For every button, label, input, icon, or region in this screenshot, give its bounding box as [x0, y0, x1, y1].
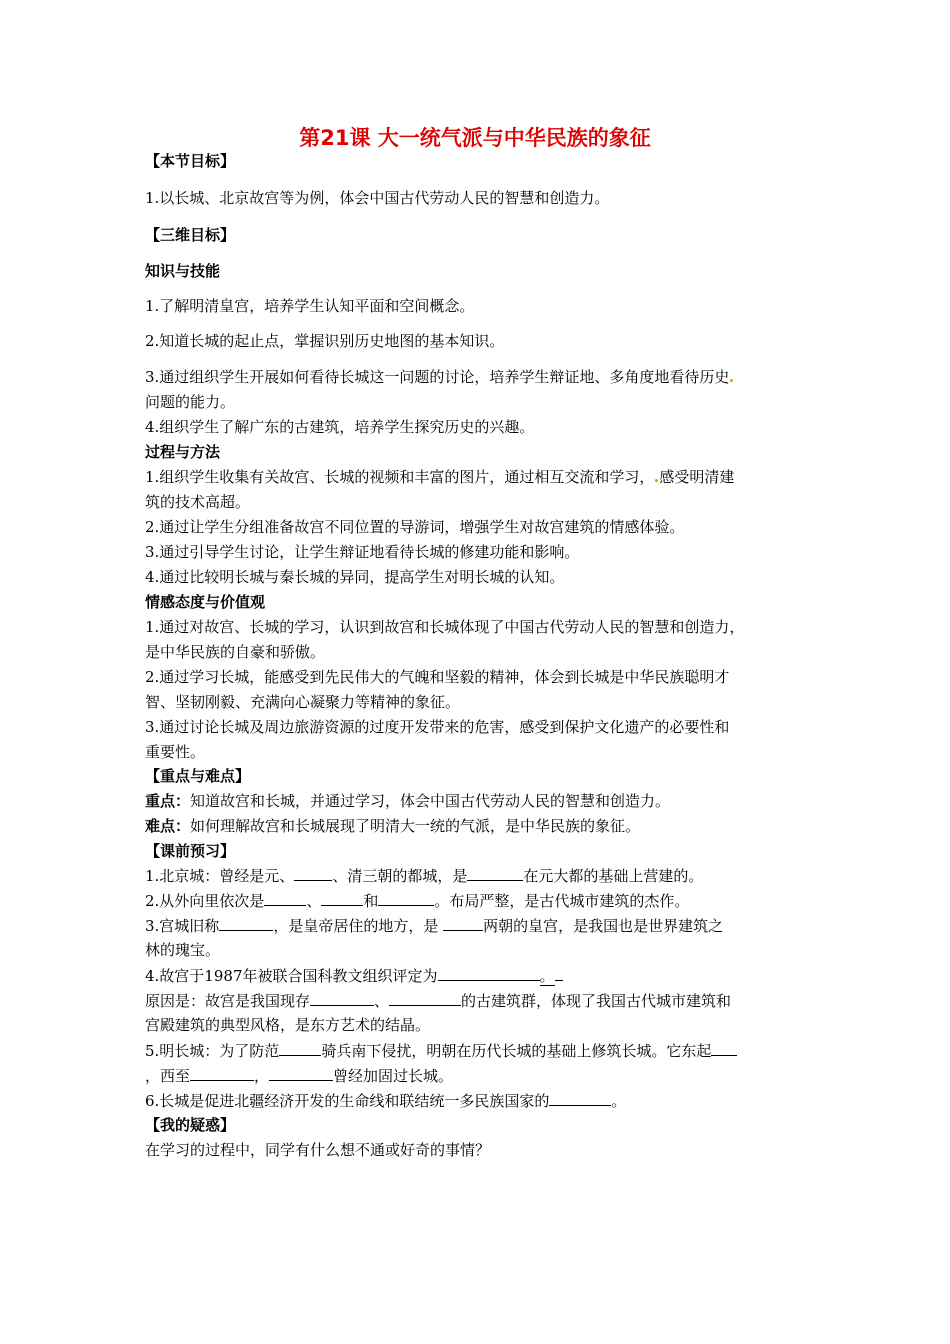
key-point-label: 重点： — [145, 792, 191, 810]
difficult-point-text: 如何理解故宫和长城展现了明清大一统的气派，是中华民族的象征。 — [190, 817, 641, 835]
fill-blank[interactable] — [269, 1066, 333, 1081]
emotion-item-3-line-1: 3.通过讨论长城及周边旅游资源的过度开发带来的危害，感受到保护文化遗产的必要性和 — [145, 718, 730, 736]
preview-text: 在元大都的基础上营建的。 — [523, 867, 704, 885]
preview-text: 、 — [306, 892, 322, 910]
emotion-item-1-line-2: 是中华民族的自豪和骄傲。 — [145, 643, 326, 661]
fill-blank[interactable] — [555, 966, 563, 981]
knowledge-item-3-text: 3.通过组织学生开展如何看待长城这一问题的讨论，培养学生辩证地、多角度地看待历史 — [145, 368, 730, 386]
key-point-text: 知道故宫和长城，并通过学习，体会中国古代劳动人民的智慧和创造力。 — [190, 792, 671, 810]
fill-blank[interactable] — [264, 891, 306, 906]
fill-blank[interactable] — [219, 916, 273, 931]
preview-heading: 【课前预习】 — [145, 842, 236, 860]
emotion-item-2-line-2: 智、坚韧刚毅、充满向心凝聚力等精神的象征。 — [145, 693, 461, 711]
preview-question-6 — [145, 1091, 626, 1110]
preview-text: 1.北京城：曾经是元、 — [145, 867, 295, 885]
preview-text: 。 — [539, 967, 555, 985]
knowledge-item-2: 2.知道长城的起止点，掌握识别历史地图的基本知识。 — [145, 332, 505, 350]
emotion-item-1-line-1: 1.通过对故宫、长城的学习，认识到故宫和长城体现了中国古代劳动人民的智慧和创造力， — [145, 618, 745, 636]
preview-text: ， — [254, 1067, 270, 1085]
fill-blank[interactable] — [711, 1041, 737, 1056]
goals-heading: 【本节目标】 — [145, 152, 236, 170]
process-item-3: 3.通过引导学生讨论，让学生辩证地看待长城的修建功能和影响。 — [145, 543, 580, 561]
doubt-heading: 【我的疑惑】 — [145, 1116, 236, 1134]
knowledge-item-3-line-2: 问题的能力。 — [145, 393, 236, 411]
fill-blank[interactable] — [279, 1041, 321, 1056]
preview-text: 。 — [611, 1092, 627, 1110]
preview-text: ，是皇帝居住的地方，是 — [273, 917, 444, 935]
fill-blank[interactable] — [321, 891, 363, 906]
process-item-2: 2.通过让学生分组准备故宫不同位置的导游词，增强学生对故宫建筑的情感体验。 — [145, 518, 685, 536]
fill-blank[interactable] — [443, 916, 483, 931]
difficult-point-label: 难点： — [145, 817, 191, 835]
process-item-1-line-2: 筑的技术高超。 — [145, 493, 251, 511]
preview-text: 3.宫城旧称 — [145, 917, 220, 935]
preview-text: 原因是：故宫是我国现存 — [145, 992, 311, 1010]
three-dimension-heading: 【三维目标】 — [145, 226, 236, 244]
emotion-item-3-line-2: 重要性。 — [145, 743, 206, 761]
preview-text: ，西至 — [145, 1067, 191, 1085]
difficult-point — [145, 817, 640, 835]
preview-question-4-line-2 — [145, 991, 731, 1010]
goal-item: 1.以长城、北京故宫等为例，体会中国古代劳动人民的智慧和创造力。 — [145, 189, 610, 207]
preview-text: 6.长城是促进北疆经济开发的生命线和联结统一多民族国家的 — [145, 1092, 550, 1110]
key-difficult-heading: 【重点与难点】 — [145, 767, 251, 785]
preview-text: 5.明长城：为了防范 — [145, 1042, 280, 1060]
fill-blank[interactable] — [389, 991, 461, 1006]
preview-text: 的古建筑群，体现了我国古代城市建筑和 — [461, 992, 732, 1010]
process-item-1-text: 1.组织学生收集有关故宫、长城的视频和丰富的图片，通过相互交流和学习， — [145, 468, 655, 486]
preview-text: 和 — [363, 892, 379, 910]
mark-dot — [730, 379, 733, 382]
fill-blank[interactable] — [438, 966, 540, 981]
preview-question-2 — [145, 891, 689, 910]
mark-dot — [655, 479, 658, 482]
process-item-1-line-1 — [145, 468, 734, 486]
preview-text: 2.从外向里依次是 — [145, 892, 265, 910]
process-heading: 过程与方法 — [145, 443, 221, 461]
preview-text: 曾经加固过长城。 — [333, 1067, 454, 1085]
preview-text: 、 — [374, 992, 390, 1010]
preview-question-3-line-1 — [145, 916, 723, 935]
knowledge-item-3-line-1 — [145, 368, 734, 386]
doubt-text: 在学习的过程中，同学有什么想不通或好奇的事情？ — [145, 1141, 491, 1159]
preview-text: 。布局严整，是古代城市建筑的杰作。 — [434, 892, 690, 910]
preview-text: 、清三朝的都城，是 — [332, 867, 468, 885]
emotion-heading: 情感态度与价值观 — [145, 593, 266, 611]
fill-blank[interactable] — [294, 866, 332, 881]
fill-blank[interactable] — [467, 866, 523, 881]
emotion-item-2-line-1: 2.通过学习长城，能感受到先民伟大的气魄和坚毅的精神，体会到长城是中华民族聪明才 — [145, 668, 730, 686]
preview-question-4-line-3: 宫殿建筑的典型风格，是东方艺术的结晶。 — [145, 1016, 431, 1034]
preview-question-5-line-1 — [145, 1041, 737, 1060]
preview-text: 两朝的皇宫，是我国也是世界建筑之 — [483, 917, 724, 935]
knowledge-heading: 知识与技能 — [145, 262, 221, 280]
fill-blank[interactable] — [310, 991, 374, 1006]
preview-text: 骑兵南下侵扰，明朝在历代长城的基础上修筑长城。它东起 — [321, 1042, 712, 1060]
page-title: 第21课 大一统气派与中华民族的象征 — [299, 126, 651, 150]
preview-text: 4.故宫于1987年被联合国科教文组织评定为 — [145, 967, 438, 985]
preview-question-3-line-2: 林的瑰宝。 — [145, 941, 221, 959]
key-point — [145, 792, 670, 810]
process-item-1-text-end: 感受明清建 — [659, 468, 735, 486]
preview-question-4-line-1 — [145, 966, 563, 985]
fill-blank[interactable] — [378, 891, 434, 906]
preview-question-1 — [145, 866, 703, 885]
knowledge-item-1: 1.了解明清皇宫，培养学生认知平面和空间概念。 — [145, 297, 475, 315]
knowledge-item-4: 4.组织学生了解广东的古建筑，培养学生探究历史的兴趣。 — [145, 418, 535, 436]
fill-blank[interactable] — [190, 1066, 254, 1081]
fill-blank[interactable] — [549, 1091, 611, 1106]
preview-question-5-line-2 — [145, 1066, 453, 1085]
process-item-4: 4.通过比较明长城与秦长城的异同，提高学生对明长城的认知。 — [145, 568, 565, 586]
